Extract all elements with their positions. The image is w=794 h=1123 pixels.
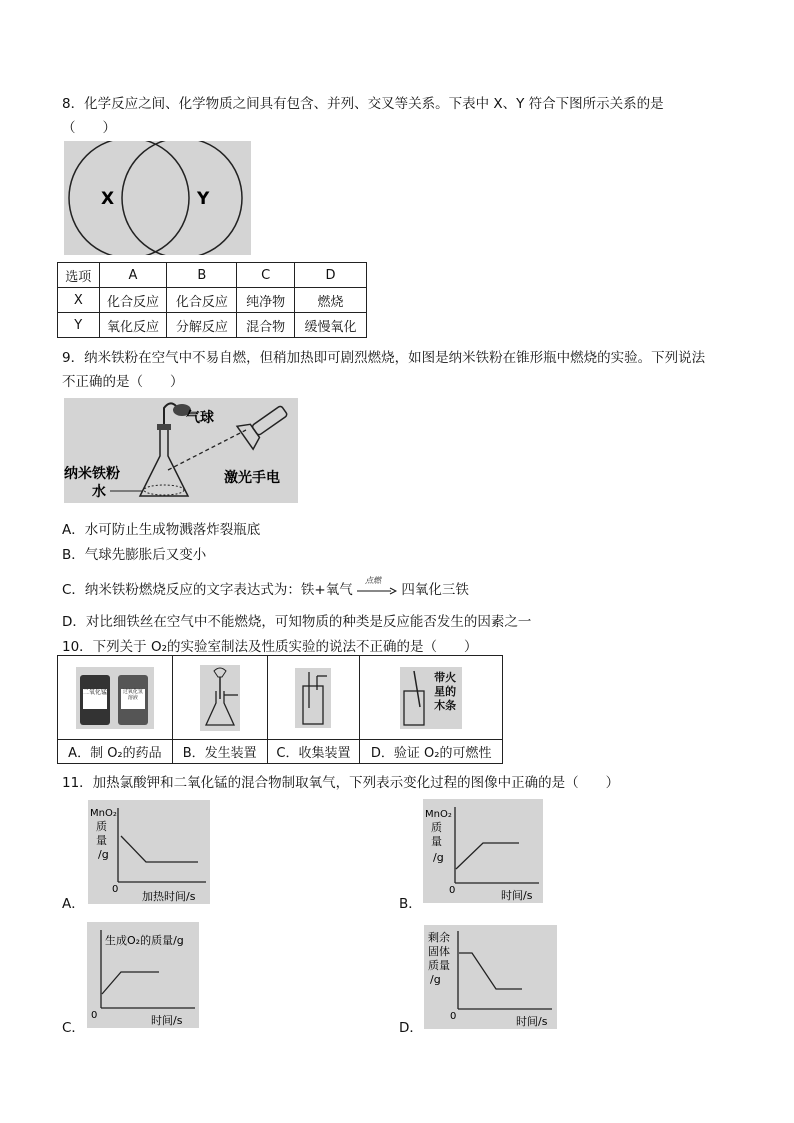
q10-option-b: B．发生装置	[172, 740, 267, 764]
laser-beam-icon	[168, 430, 246, 470]
q8-options-table	[57, 262, 367, 338]
venn-circle-x	[69, 141, 189, 255]
splint-label: 带火星的木条	[434, 670, 457, 712]
q10-option-a: A．制 O₂的药品	[58, 740, 173, 764]
bottle-icon: 二氧化锰	[80, 675, 110, 725]
curve-line	[121, 836, 198, 862]
gas-bottle-icon	[303, 686, 323, 724]
gas-bottle-icon	[404, 691, 424, 725]
reaction-arrow: 点燃	[357, 583, 397, 597]
svg-text:剩余: 剩余	[428, 931, 450, 944]
q9-stem-line2: 不正确的是（ ）	[62, 374, 184, 390]
table-row: Y 氧化反应 分解反应 混合物 缓慢氧化	[58, 313, 367, 338]
powder-label: 纳米铁粉	[64, 466, 120, 482]
venn-circle-y	[122, 141, 242, 255]
q8-venn-diagram	[64, 141, 251, 255]
q11-option-c-letter: C．	[62, 1020, 85, 1036]
q11-option-b-letter: B．	[399, 896, 422, 912]
flask-stopper-icon	[157, 424, 171, 430]
tube-icon	[164, 403, 176, 424]
svg-text:0: 0	[449, 885, 456, 896]
curve-line	[102, 972, 159, 994]
q11-graph-a	[88, 800, 210, 904]
splint-test-figure	[400, 667, 462, 729]
flask-icon	[140, 428, 188, 496]
svg-text:/g: /g	[430, 973, 441, 986]
svg-text:0: 0	[112, 884, 119, 895]
collection-bottle-figure	[295, 668, 331, 728]
table-row: 选项 A B C D	[58, 263, 367, 288]
water-label: 水	[92, 484, 106, 500]
q11-option-a-letter: A．	[62, 896, 85, 912]
svg-text:时间/s: 时间/s	[516, 1015, 548, 1028]
svg-text:质量: 质量	[428, 959, 450, 972]
q10-stem: 10．下列关于 O₂的实验室制法及性质实验的说法不正确的是（ ）	[62, 639, 478, 655]
q10-option-c: C．收集装置	[267, 740, 360, 764]
svg-text:质: 质	[96, 820, 107, 833]
splint-icon	[414, 671, 420, 707]
bottle-icon: 过氧化氢溶液	[118, 675, 148, 725]
funnel-icon	[214, 668, 226, 677]
venn-label-x: X	[101, 189, 115, 209]
venn-label-y: Y	[197, 189, 210, 209]
svg-text:量: 量	[96, 834, 107, 847]
balloon-label: 气球	[186, 410, 214, 426]
table-row	[58, 740, 503, 764]
q9-option-d: D．对比细铁丝在空气中不能燃烧，可知物质的种类是反应能否发生的因素之一	[62, 614, 532, 630]
svg-text:时间/s: 时间/s	[501, 889, 533, 902]
q8-answer-paren: （ ）	[62, 120, 116, 136]
svg-text:/g: /g	[98, 848, 109, 861]
svg-text:质: 质	[431, 821, 442, 834]
q11-option-d-letter: D．	[399, 1020, 423, 1036]
q9-stem-line1: 9．纳米铁粉在空气中不易自燃，但稍加热即可剧烈燃烧，如图是纳米铁粉在锥形瓶中燃烧的实验。下列说法	[62, 350, 706, 366]
q9-flask-figure	[64, 398, 298, 503]
q9-option-c: C．纳米铁粉燃烧反应的文字表达式为：铁+氧气 点燃 四氧化三铁	[62, 576, 469, 598]
svg-text:0: 0	[91, 1010, 98, 1021]
water-icon	[144, 485, 184, 495]
curve-line	[459, 953, 522, 989]
flashlight-icon	[237, 399, 292, 449]
q9-option-a: A．水可防止生成物溅落炸裂瓶底	[62, 522, 261, 538]
svg-text:/g: /g	[433, 851, 444, 864]
svg-text:0: 0	[450, 1011, 457, 1022]
table-row: X 化合反应 化合反应 纯净物 燃烧	[58, 288, 367, 313]
q11-graph-d	[424, 925, 557, 1029]
q11-graph-c	[87, 922, 199, 1028]
q10-option-d: D．验证 O₂的可燃性	[360, 740, 503, 764]
svg-text:MnO₂: MnO₂	[90, 808, 117, 819]
laser-label: 激光手电	[224, 470, 280, 486]
q9-option-b: B．气球先膨胀后又变小	[62, 547, 207, 563]
svg-text:MnO₂: MnO₂	[425, 809, 452, 820]
reagent-bottles-figure	[76, 667, 154, 729]
q11-graph-b	[423, 799, 543, 903]
svg-text:加热时间/s: 加热时间/s	[142, 890, 196, 903]
svg-text:时间/s: 时间/s	[151, 1014, 183, 1027]
generator-apparatus-figure	[200, 665, 240, 731]
q8-stem: 8．化学反应之间、化学物质之间具有包含、并列、交叉等关系。下表中 X、Y 符合下图所示关系的是	[62, 96, 664, 112]
curve-line	[456, 843, 519, 869]
table-row	[58, 656, 503, 740]
q10-options-table	[57, 655, 503, 764]
svg-text:量: 量	[431, 835, 442, 848]
q11-stem: 11．加热氯酸钾和二氧化锰的混合物制取氧气，下列表示变化过程的图像中正确的是（ ）	[62, 775, 620, 791]
svg-text:生成O₂的质量/g: 生成O₂的质量/g	[105, 934, 184, 947]
svg-text:固体: 固体	[428, 945, 450, 958]
